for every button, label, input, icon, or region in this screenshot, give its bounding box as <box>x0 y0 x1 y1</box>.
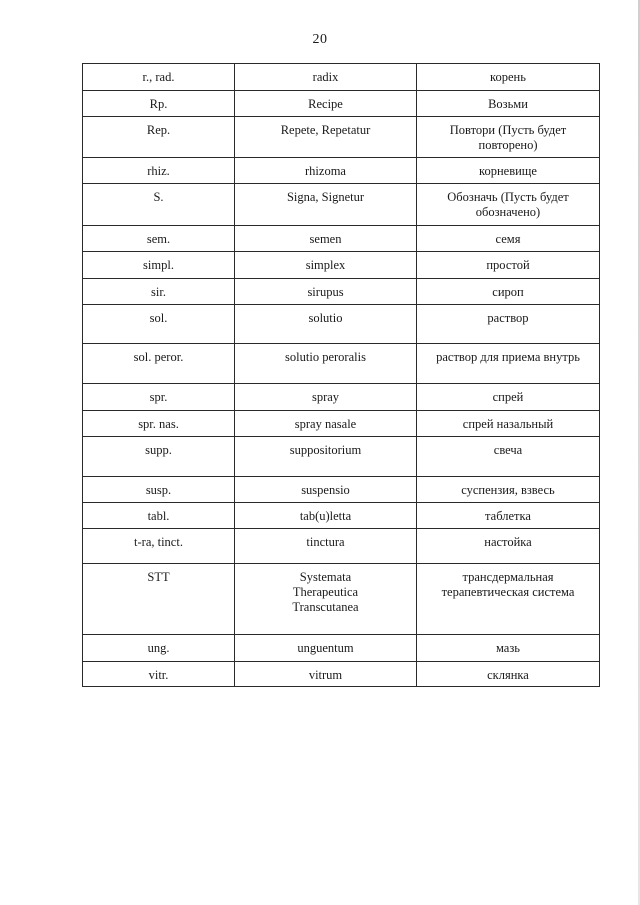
russian-cell: спрей <box>417 384 600 411</box>
latin-cell: semen <box>235 226 417 252</box>
table-row <box>83 344 600 384</box>
russian-cell: настойка <box>417 529 600 564</box>
russian-line: обозначено) <box>475 205 541 219</box>
page-number: 20 <box>312 32 328 47</box>
abbreviation-cell: simpl. <box>83 252 235 279</box>
russian-line: Обозначь (Пусть будет <box>447 190 569 204</box>
abbreviations-table <box>82 63 600 687</box>
latin-cell: tab(u)letta <box>235 503 417 529</box>
abbreviation-cell: r., rad. <box>83 64 235 91</box>
table-row <box>83 226 600 252</box>
table-row <box>83 635 600 662</box>
russian-cell: корневище <box>417 158 600 184</box>
latin-cell: spray <box>235 384 417 411</box>
abbreviation-cell: sol. <box>83 305 235 344</box>
russian-cell: свеча <box>417 437 600 477</box>
latin-cell: vitrum <box>235 662 417 687</box>
latin-cell: suppositorium <box>235 437 417 477</box>
abbreviation-cell: S. <box>83 184 235 226</box>
latin-line: Transcutanea <box>292 600 359 614</box>
table-row <box>83 564 600 635</box>
latin-cell: suspensio <box>235 477 417 503</box>
table-row <box>83 117 600 158</box>
abbreviation-cell: supp. <box>83 437 235 477</box>
latin-cell: Repete, Repetatur <box>235 117 417 158</box>
russian-line: терапевтическая система <box>441 585 575 599</box>
latin-cell: sirupus <box>235 279 417 305</box>
russian-line: трансдермальная <box>462 570 554 584</box>
russian-line: повторено) <box>478 138 538 152</box>
abbreviation-cell: ung. <box>83 635 235 662</box>
russian-cell: мазь <box>417 635 600 662</box>
abbreviation-cell: spr. nas. <box>83 411 235 437</box>
abbreviation-cell: t-ra, tinct. <box>83 529 235 564</box>
abbreviation-cell: Rep. <box>83 117 235 158</box>
abbreviation-cell: spr. <box>83 384 235 411</box>
abbreviation-cell: sem. <box>83 226 235 252</box>
latin-cell: radix <box>235 64 417 91</box>
table-row <box>83 477 600 503</box>
russian-cell: семя <box>417 226 600 252</box>
abbreviation-cell: vitr. <box>83 662 235 687</box>
latin-cell: simplex <box>235 252 417 279</box>
russian-cell: Возьми <box>417 91 600 117</box>
table-row <box>83 279 600 305</box>
abbreviation-cell: rhiz. <box>83 158 235 184</box>
latin-cell <box>235 564 417 635</box>
russian-cell <box>417 184 600 226</box>
latin-cell: Recipe <box>235 91 417 117</box>
abbreviation-cell: sol. peror. <box>83 344 235 384</box>
abbreviation-cell: Rp. <box>83 91 235 117</box>
russian-cell: раствор <box>417 305 600 344</box>
abbreviation-cell: sir. <box>83 279 235 305</box>
russian-line: Повтори (Пусть будет <box>449 123 567 137</box>
russian-cell <box>417 117 600 158</box>
table-row <box>83 384 600 411</box>
russian-cell: спрей назальный <box>417 411 600 437</box>
table-row <box>83 411 600 437</box>
table-row <box>83 305 600 344</box>
russian-cell <box>417 564 600 635</box>
latin-cell: solutio <box>235 305 417 344</box>
table-row <box>83 184 600 226</box>
russian-cell: простой <box>417 252 600 279</box>
russian-cell: раствор для приема внутрь <box>417 344 600 384</box>
latin-cell: tinctura <box>235 529 417 564</box>
russian-cell: корень <box>417 64 600 91</box>
table-row <box>83 64 600 91</box>
table-row <box>83 662 600 687</box>
latin-line: Systemata <box>299 570 352 584</box>
abbreviation-cell: tabl. <box>83 503 235 529</box>
russian-cell: таблетка <box>417 503 600 529</box>
table-row <box>83 158 600 184</box>
latin-cell: unguentum <box>235 635 417 662</box>
latin-cell: solutio peroralis <box>235 344 417 384</box>
table-row <box>83 437 600 477</box>
latin-line: Therapeutica <box>292 585 359 599</box>
latin-cell: Signa, Signetur <box>235 184 417 226</box>
russian-cell: сироп <box>417 279 600 305</box>
abbreviation-cell: STT <box>83 564 235 635</box>
abbreviation-cell: susp. <box>83 477 235 503</box>
table-row <box>83 91 600 117</box>
russian-cell: склянка <box>417 662 600 687</box>
table-row <box>83 529 600 564</box>
table-row <box>83 252 600 279</box>
table-row <box>83 503 600 529</box>
latin-cell: spray nasale <box>235 411 417 437</box>
russian-cell: суспензия, взвесь <box>417 477 600 503</box>
latin-cell: rhizoma <box>235 158 417 184</box>
